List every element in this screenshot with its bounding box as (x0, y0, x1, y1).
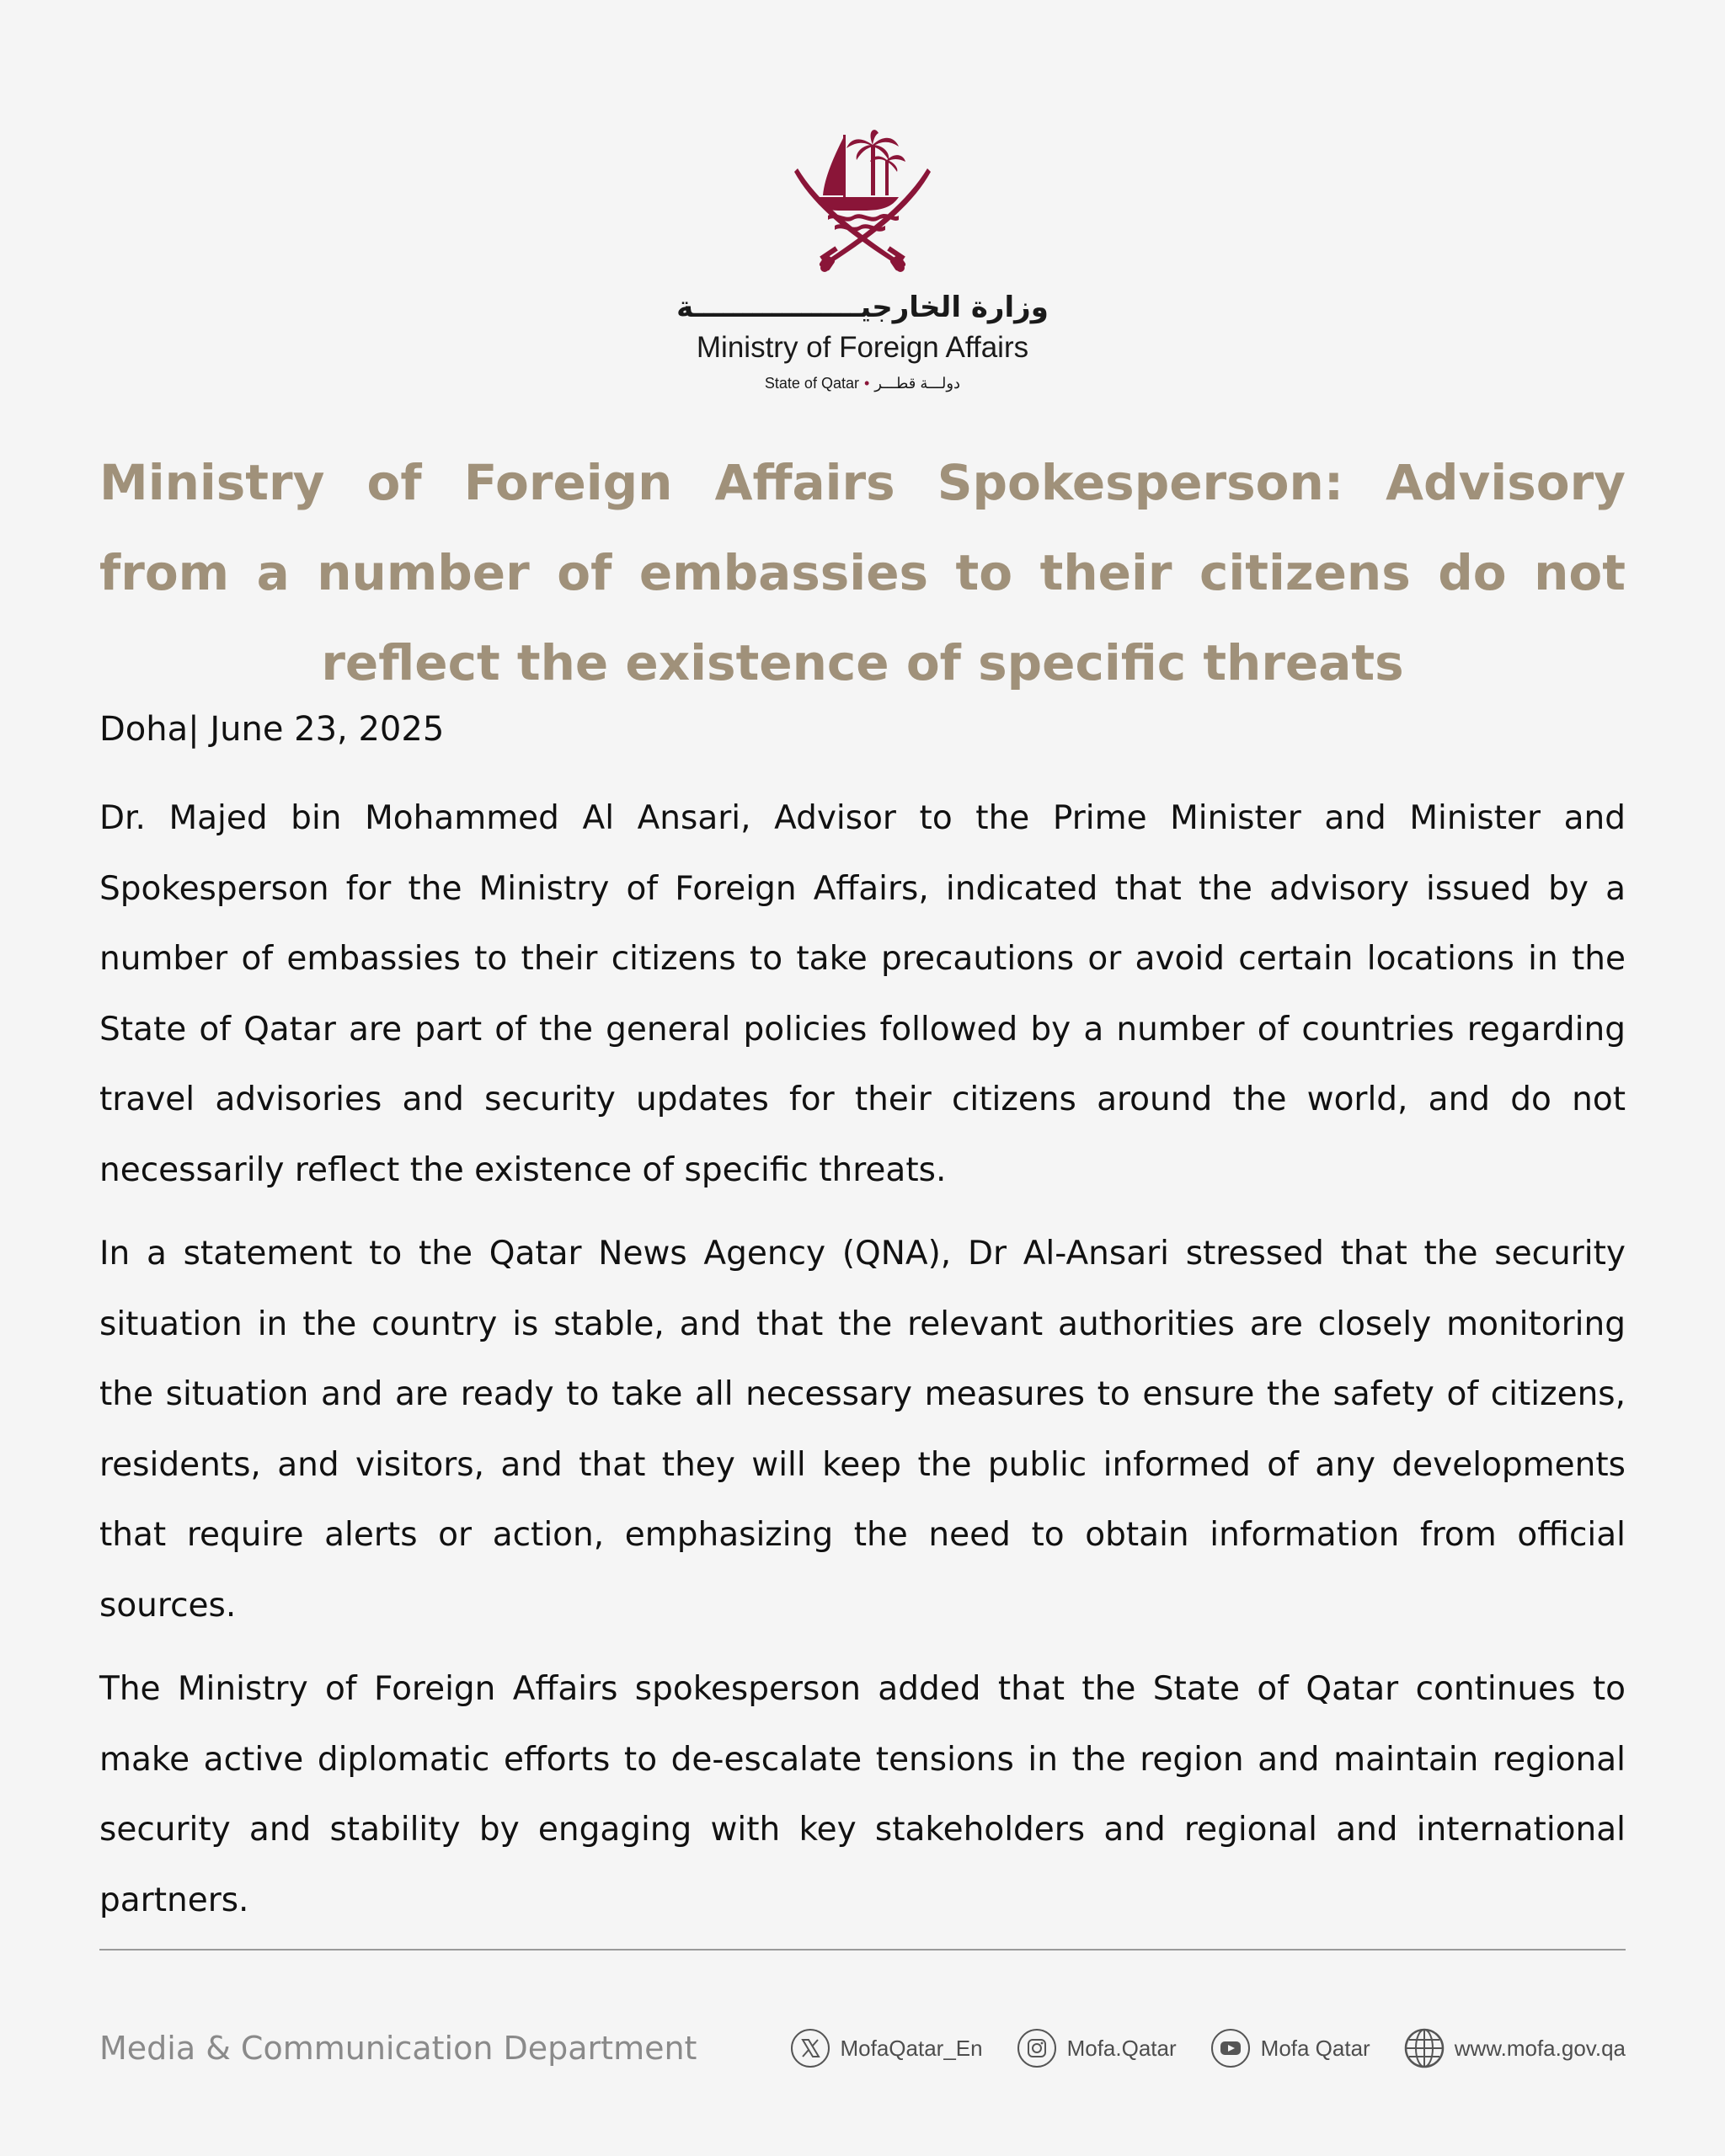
body-paragraph: Dr. Majed bin Mohammed Al Ansari, Advisor to the Prime Minister and Minister and Spokesperson for the Ministry of Foreign Affairs, indicated that the advisory issued by a number of embassies to their citizens to take precautions or avoid certain locations in the State of Qatar are part of the general policies followed by a number of countries regarding travel advisories and security updates for their citizens around the world, and do not necessarily reflect the existence of specific threats. (99, 799, 1626, 1189)
globe-icon (1404, 2028, 1445, 2068)
social-label-x: MofaQatar_En (840, 2035, 983, 2061)
ministry-logo (0, 126, 1725, 393)
social-link-instagram[interactable] (1017, 2028, 1177, 2068)
footer-divider (99, 1949, 1626, 1951)
logo-english-name: Ministry of Foreign Affairs (696, 331, 1029, 364)
x-icon (790, 2028, 830, 2068)
department-name: Media & Communication Department (99, 2030, 697, 2067)
social-label-instagram: Mofa.Qatar (1066, 2035, 1177, 2061)
social-label-youtube: Mofa Qatar (1260, 2035, 1370, 2061)
social-link-website[interactable] (1404, 2028, 1626, 2068)
social-links (756, 2025, 1626, 2072)
social-link-x[interactable] (790, 2028, 983, 2068)
logo-state-arabic: دولـــة قطـــر (874, 375, 961, 392)
instagram-icon (1017, 2028, 1057, 2068)
logo-state-english: State of Qatar (764, 375, 859, 392)
press-release-title: Ministry of Foreign Affairs Spokesperson: Advisory from a number of embassies to their citizens do not reflect the existence of specific threats (99, 454, 1626, 691)
social-link-youtube[interactable] (1210, 2028, 1370, 2068)
youtube-icon (1210, 2028, 1251, 2068)
separator-dot-icon: • (863, 375, 870, 392)
logo-state-line (0, 373, 1725, 393)
dateline: Doha| June 23, 2025 (99, 710, 445, 749)
qatar-emblem-icon (791, 126, 934, 274)
logo-arabic-name: وزارة الخارجيـــــــــــــــــة (676, 291, 1049, 324)
social-label-website: www.mofa.gov.qa (1454, 2035, 1626, 2061)
body-paragraph: In a statement to the Qatar News Agency (QNA), Dr Al-Ansari stressed that the security situation in the country is stable, and that the relevant authorities are closely monitoring the situation and are ready to take all necessary measures to ensure the safety of citizens, residents, and visitors, and that they will keep the public informed of any developments that require alerts or action, emphasizing the need to obtain information from official sources. (99, 1235, 1626, 1625)
article-body (99, 783, 1626, 1949)
body-paragraph: The Ministry of Foreign Affairs spokesperson added that the State of Qatar continues to make active diplomatic efforts to de-escalate tensions in the region and maintain regional security and stability by engaging with key stakeholders and regional and international partners. (99, 1670, 1626, 1919)
